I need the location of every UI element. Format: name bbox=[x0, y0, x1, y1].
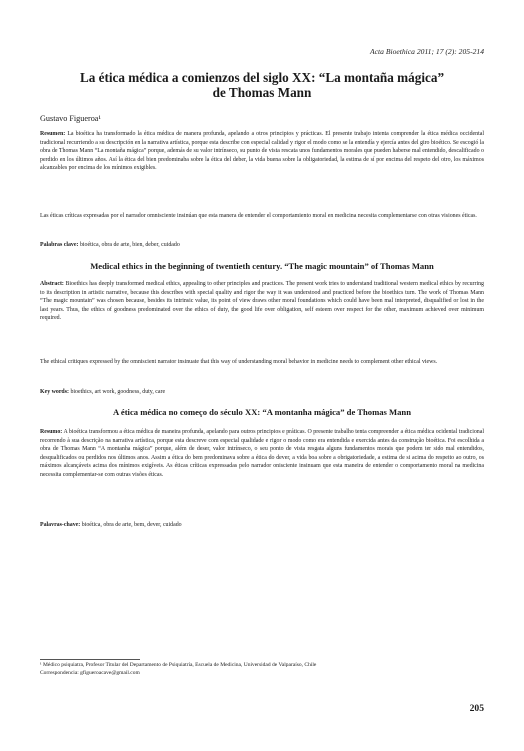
author-name: Gustavo Figueroa¹ bbox=[40, 114, 101, 123]
title-line-2: de Thomas Mann bbox=[212, 85, 312, 100]
palabras-clave bbox=[40, 241, 484, 249]
abstract-text-2: The ethical critiques expressed by the omniscient narrator insinuate that this way of understanding moral behavior in medicine needs to complement other ethical views. bbox=[40, 359, 438, 365]
title-line-1: La ética médica a comienzos del siglo XX: “La montaña mágica” bbox=[79, 70, 445, 85]
footnote bbox=[40, 662, 484, 677]
abstract-paragraph-2 bbox=[40, 358, 484, 367]
page-number: 205 bbox=[469, 703, 484, 714]
footnote-affiliation: ¹ Médico psiquiatra, Profesor Titular del Departamento de Psiquiatría, Escuela de Medicina, Universidad de Valparaíso, Chile bbox=[40, 662, 317, 668]
resumen-text-2: Las éticas críticas expresadas por el narrador omnisciente insinúan que esta manera de entender el comportamiento moral en medicina necesita complementarse con otras visiones éticas. bbox=[40, 213, 477, 219]
resumen-paragraph-2 bbox=[40, 212, 484, 221]
resumo-text: A bioética transformou a ética médica de maneira profunda, apelando para outros principios e práticas. O presente trabalho tenta compreender a ética médica ocidental tradicional recorrendo à sua descrição na narrativa artística, porque esta descreve com especial qualidade e rigor o modo como era entendida e exercida antes da construção bioética. Foi escolhida a obra de Thomas Mann “A montanha mágica” porque, além de deser, valor intrínseco, o seu ponto de vista resgata alguns fundamentos morais que podem ter sido mal entendidos, desqualificados ou perdidos nos últimos anos. Assim a ética do bem predominava sobre a ética do dever, a vida boa sobre a obrigatoriedade, a estima de si acima do respeito ao outro, os máximos alcançáveis acima dos mínimos exigíveis. As éticas críticas expressadas pelo narrador onisciente insinuam que esta maneira de entender o comportamento moral na medicina necessita complementar-se com outras visões éticas. bbox=[40, 429, 484, 478]
key-words-label: Key words: bbox=[40, 389, 69, 395]
resumo-paragraph bbox=[40, 428, 484, 480]
key-words bbox=[40, 388, 484, 396]
resumen-paragraph bbox=[40, 130, 484, 173]
palabras-clave-label: Palabras clave: bbox=[40, 242, 79, 248]
footnote-rule bbox=[40, 659, 140, 660]
resumo-label: Resumo: bbox=[40, 429, 63, 435]
palavras-chave bbox=[40, 521, 484, 529]
key-words-text: bioethics, art work, goodness, duty, care bbox=[70, 389, 166, 395]
journal-citation: Acta Bioethica 2011; 17 (2): 205-214 bbox=[370, 47, 484, 56]
portuguese-heading: A ética médica no começo do século XX: “A montanha mágica” de Thomas Mann bbox=[113, 407, 411, 417]
abstract-paragraph bbox=[40, 280, 484, 323]
palavras-chave-label: Palavras-chave: bbox=[40, 522, 81, 528]
palabras-clave-text: bioética, obra de arte, bien, deber, cuidado bbox=[79, 242, 180, 248]
english-heading: Medical ethics in the beginning of twentieth century. “The magic mountain” of Thomas Mann bbox=[90, 261, 434, 271]
palavras-chave-text: bioética, obra de arte, bem, dever, cuidado bbox=[81, 522, 182, 528]
abstract-text: Bioethics has deeply transformed medical ethics, appealing to other principles and practices. The present work tries to understand traditional western medical ethics by recurring to its description in artistic narrative, because this describes with special quality and rigor the way it was understood and practiced before the bioethics turn. The work of Thomas Mann “The magic mountain” was chosen because, besides its intrinsic value, its point of view draws other moral foundations which could have been mal interpreted, disqualified or lost in the last years. Thus, the ethics of goodness predominated over the ethics of duty, the good life over obligation, self esteem over respect for the other, maximum achieved over minimum required. bbox=[40, 281, 484, 322]
abstract-label: Abstract: bbox=[40, 281, 64, 287]
resumen-text: La bioética ha transformado la ética médica de manera profunda, apelando a otros principios y prácticas. El presente trabajo intenta comprender la ética médica occidental tradicional recurriendo a su descripción en la narrativa artística, porque esta describe con especial calidad y rigor el modo como se la entendía y ejercía antes del giro bioético. Se escogió la obra de Thomas Mann “La montaña mágica” porque, además de su valor intrínseco, su punto de vista rescata unos fundamentos morales que pueden haberse mal entendido, descalificado o perdido en los últimos años. Así la ética del bien predominaba sobre la ética del deber, la vida buena sobre la obligatoriedad, la estima de sí por encima del respeto del otro, los máximos alcanzables por encima de los mínimos exigibles. bbox=[40, 131, 484, 172]
article-title bbox=[40, 70, 484, 100]
resumen-label: Resumen: bbox=[40, 131, 66, 137]
footnote-correspondence: Correspondencia: gfigueroacave@gmail.com bbox=[40, 669, 140, 676]
